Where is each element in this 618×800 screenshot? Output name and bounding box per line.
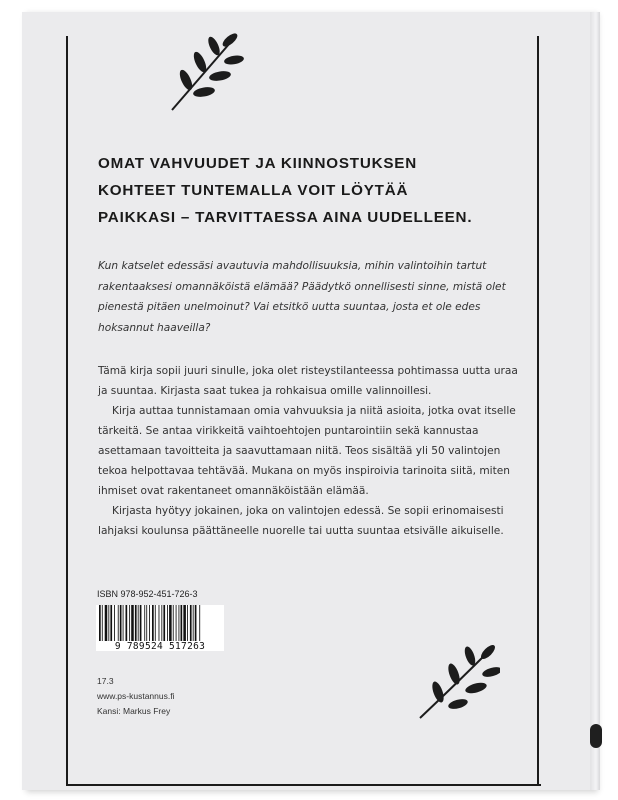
description-body — [98, 361, 520, 541]
publisher-info — [97, 674, 174, 719]
paragraph: Tämä kirja sopii juuri sinulle, joka olet risteystilanteessa pohtimassa uutta uraa ja suuntaa. Kirjasta saat tukea ja rohkaisua omille valinnoillesi. — [98, 365, 518, 397]
book-spine-edge — [590, 12, 600, 790]
headline — [98, 150, 518, 231]
isbn-label: ISBN 978-952-451-726-3 — [97, 589, 198, 599]
barcode-bars — [96, 605, 224, 643]
cover-credit: Kansi: Markus Frey — [97, 706, 171, 716]
classification-code: 17.3 — [97, 676, 114, 686]
headline-line: KOHTEET TUNTEMALLA VOIT LÖYTÄÄ — [98, 182, 409, 199]
barcode-digits: 9 789524 517263 — [114, 641, 206, 652]
frame-line-right — [537, 36, 539, 786]
paragraph: Kirjasta hyötyy jokainen, joka on valintojen edessä. Se sopii erinomaisesti lahjaksi koulunsa päättäneelle nuorelle tai uutta suuntaa etsivälle aikuiselle. — [98, 505, 504, 537]
frame-line-left — [66, 36, 68, 786]
leaf-branch-bottom-icon — [412, 640, 500, 720]
headline-line: PAIKKASI – TARVITTAESSA AINA UUDELLEEN. — [98, 209, 473, 226]
headline-line: OMAT VAHVUUDET JA KIINNOSTUKSEN — [98, 155, 417, 172]
leaf-branch-icon — [158, 30, 248, 112]
spine-tab — [590, 724, 602, 748]
paragraph: Kirja auttaa tunnistamaan omia vahvuuksia ja niitä asioita, jotka ovat itselle tärkeitä. Se antaa virikkeitä vaihtoehtojen puntarointiin sekä kannustaa asettamaan tavoitteita ja saavuttamaan niitä. Teos sisältää yli 50 valintojen tekoa helpottavaa tehtävää. Mukana on myös inspiroivia tarinoita siitä, miten ihmiset ovat rakentaneet omannäköistään elämää. — [98, 405, 516, 497]
frame-line-bottom — [66, 784, 541, 786]
intro-text: Kun katselet edessäsi avautuvia mahdollisuuksia, mihin valintoihin tartut rakentaaksesi omannäköistä elämää? Päädytkö onnellisesti sinne, mistä olet pienestä pitäen unelmoinut? Vai etsitkö uutta suuntaa, josta et ole edes hoksannut haaveilla? — [98, 260, 506, 334]
publisher-website: www.ps-kustannus.fi — [97, 691, 175, 701]
